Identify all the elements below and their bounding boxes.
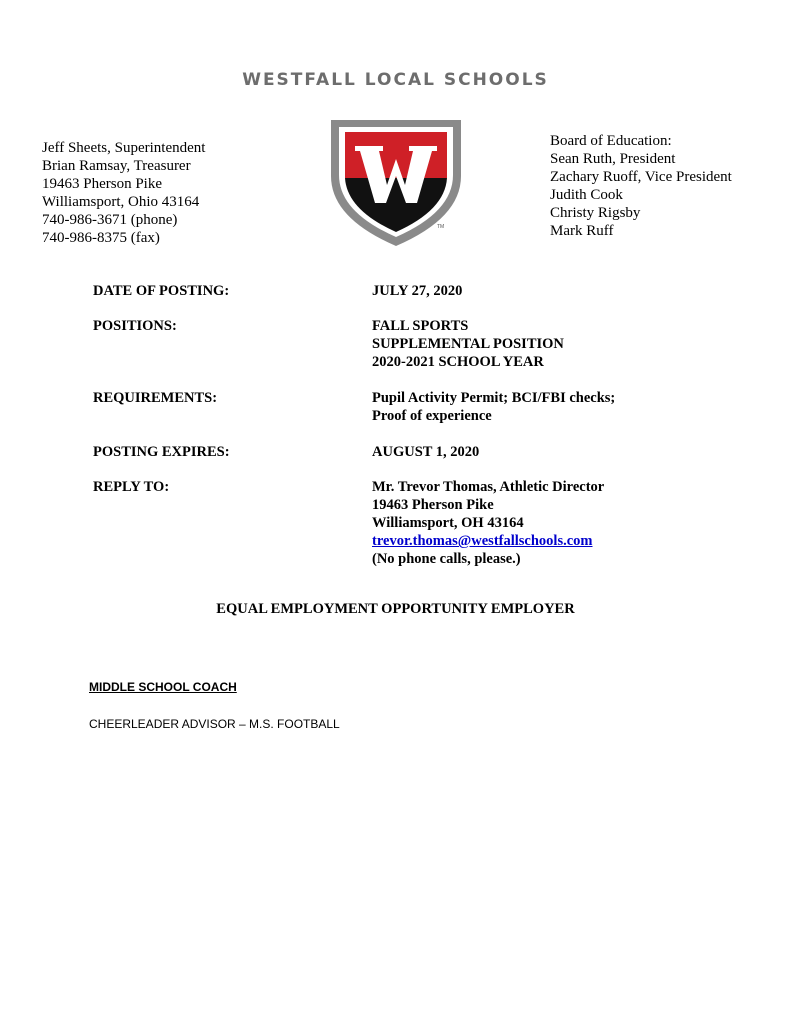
eeo-statement: EQUAL EMPLOYMENT OPPORTUNITY EMPLOYER xyxy=(216,601,575,617)
positions-label: POSITIONS: xyxy=(93,318,177,334)
board-vice-president: Zachary Ruoff, Vice President xyxy=(550,169,732,185)
board-member: Judith Cook xyxy=(550,187,623,203)
board-member: Mark Ruff xyxy=(550,223,614,239)
requirements-label: REQUIREMENTS: xyxy=(93,390,218,406)
positions-value xyxy=(372,317,564,371)
posting-expires-label: POSTING EXPIRES: xyxy=(93,444,230,460)
contact-name: Mr. Trevor Thomas, Athletic Director xyxy=(372,479,605,495)
board-member: Christy Rigsby xyxy=(550,205,641,221)
treasurer-line: Brian Ramsay, Treasurer xyxy=(42,158,191,174)
reply-to-label: REPLY TO: xyxy=(93,479,170,495)
positions-line: SUPPLEMENTAL POSITION xyxy=(372,336,564,352)
date-of-posting-value: JULY 27, 2020 xyxy=(372,283,463,299)
westfall-w-shield-logo xyxy=(329,118,463,248)
positions-line: FALL SPORTS xyxy=(372,318,469,334)
address-city: Williamsport, Ohio 43164 xyxy=(42,194,200,210)
administration-contact-block xyxy=(42,139,205,247)
trademark-mark: TM xyxy=(437,224,445,230)
superintendent-line: Jeff Sheets, Superintendent xyxy=(42,140,206,156)
address-street: 19463 Pherson Pike xyxy=(42,176,162,192)
positions-line: 2020-2021 SCHOOL YEAR xyxy=(372,354,544,370)
fax-number: 740-986-8375 (fax) xyxy=(42,230,160,246)
phone-number: 740-986-3671 (phone) xyxy=(42,212,178,228)
contact-city: Williamsport, OH 43164 xyxy=(372,515,524,531)
contact-email-link[interactable]: trevor.thomas@westfallschools.com xyxy=(372,533,593,549)
org-title: WESTFALL LOCAL SCHOOLS xyxy=(242,70,549,90)
date-of-posting-label: DATE OF POSTING: xyxy=(93,283,230,299)
reply-to-value xyxy=(372,478,604,568)
board-of-education-block xyxy=(550,132,732,240)
requirements-line: Pupil Activity Permit; BCI/FBI checks; xyxy=(372,390,616,406)
board-heading: Board of Education: xyxy=(550,133,672,149)
posting-expires-value: AUGUST 1, 2020 xyxy=(372,444,480,460)
position-list-item: CHEERLEADER ADVISOR – M.S. FOOTBALL xyxy=(89,717,340,731)
no-phone-note: (No phone calls, please.) xyxy=(372,551,521,567)
section-heading: MIDDLE SCHOOL COACH xyxy=(89,680,237,694)
requirements-line: Proof of experience xyxy=(372,408,492,424)
board-president: Sean Ruth, President xyxy=(550,151,676,167)
contact-street: 19463 Pherson Pike xyxy=(372,497,494,513)
requirements-value xyxy=(372,389,615,425)
